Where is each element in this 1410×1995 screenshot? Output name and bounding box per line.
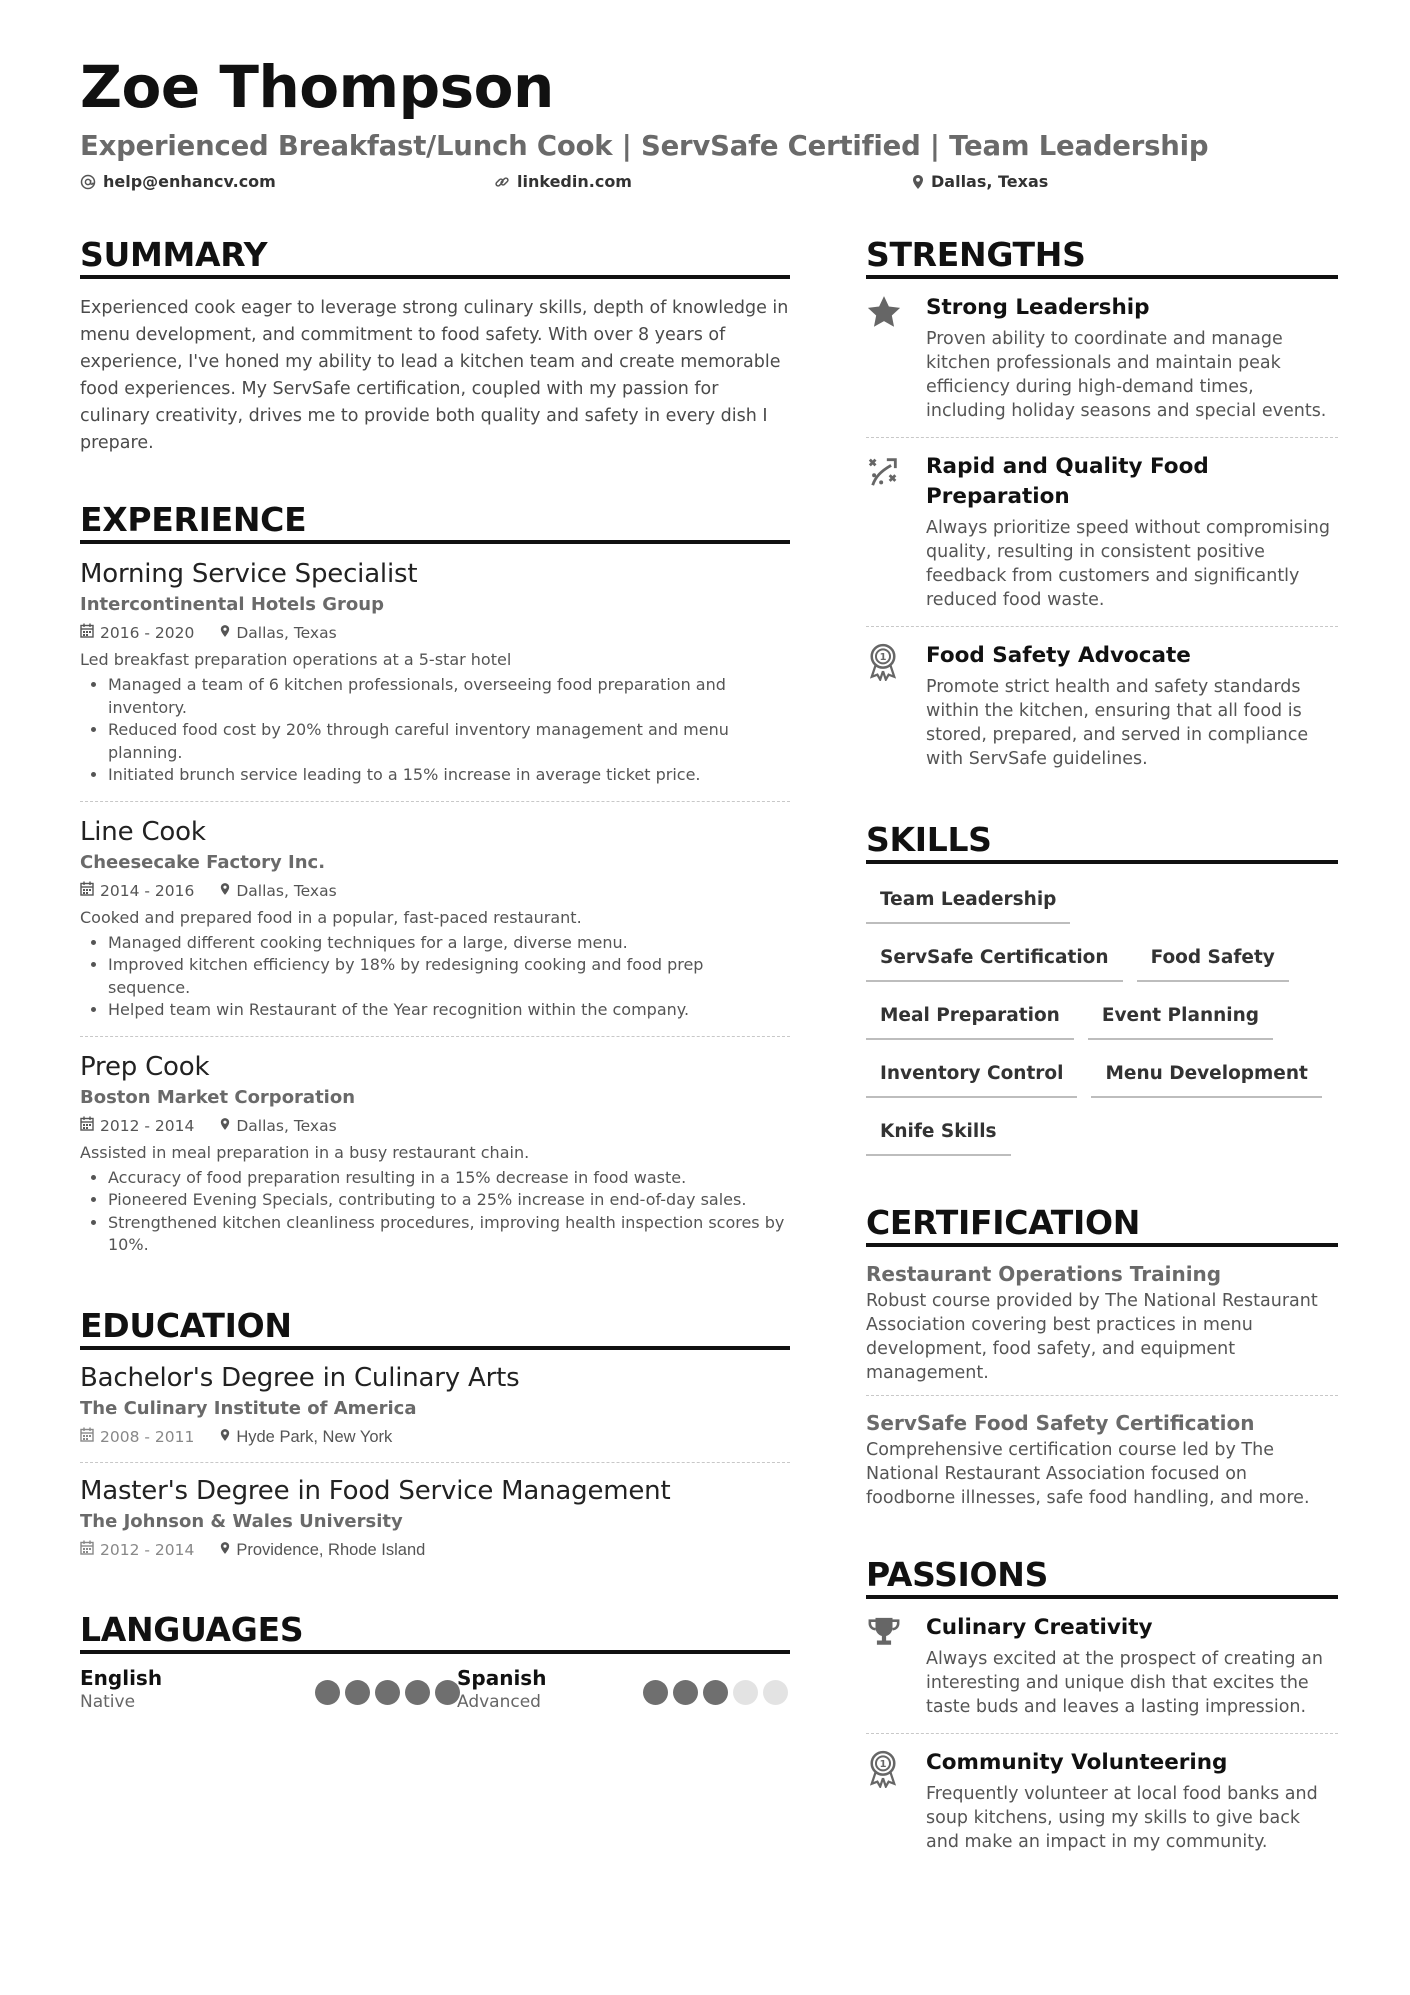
language-item xyxy=(457,1666,788,1714)
passion-title: Culinary Creativity xyxy=(926,1615,1153,1640)
passion-title: Community Volunteering xyxy=(926,1750,1228,1775)
calendar-icon xyxy=(80,1424,94,1450)
rating-dot-filled xyxy=(405,1680,430,1705)
job-location: Dallas, Texas xyxy=(236,624,337,642)
map-pin-icon xyxy=(220,620,230,646)
strengths-title: STRENGTHS xyxy=(866,238,1338,279)
trophy-icon xyxy=(866,1634,902,1653)
rating-dot-filled xyxy=(643,1680,668,1705)
education-item xyxy=(80,1463,790,1575)
summary-section xyxy=(80,235,790,457)
job-dates: 2012 - 2014 xyxy=(100,1116,195,1135)
education-item xyxy=(80,1350,790,1463)
company-name: Cheesecake Factory Inc. xyxy=(80,851,326,873)
certification-name: ServSafe Food Safety Certification xyxy=(866,1411,1255,1435)
bullet: • Managed a team of 6 kitchen professionals, overseeing food preparation and inventory. xyxy=(108,674,790,719)
bullet: • Strengthened kitchen cleanliness procedures, improving health inspection scores by 10%. xyxy=(108,1212,790,1257)
award-medal-icon xyxy=(866,652,900,685)
skill-tag: Team Leadership xyxy=(866,878,1070,924)
certification-item xyxy=(866,1247,1338,1396)
headline: Experienced Breakfast/Lunch Cook | ServSafe Certified | Team Leadership xyxy=(80,130,1209,162)
company-name: Boston Market Corporation xyxy=(80,1086,356,1108)
passions-title: PASSIONS xyxy=(866,1558,1338,1599)
summary-title: SUMMARY xyxy=(80,238,790,279)
skill-tag: Food Safety xyxy=(1137,936,1289,982)
map-pin-icon xyxy=(220,878,230,904)
languages-title: LANGUAGES xyxy=(80,1613,790,1654)
education-dates: 2008 - 2011 xyxy=(100,1427,195,1446)
bullet: • Reduced food cost by 20% through careful inventory management and menu planning. xyxy=(108,719,790,764)
rating-dot-filled xyxy=(345,1680,370,1705)
passion-item xyxy=(866,1599,1338,1734)
certification-title: CERTIFICATION xyxy=(866,1206,1338,1247)
school-name: The Culinary Institute of America xyxy=(80,1397,417,1419)
language-level: Advanced xyxy=(457,1691,541,1712)
language-name: English xyxy=(80,1665,163,1690)
calendar-icon xyxy=(80,1537,94,1563)
education-location: Providence, Rhode Island xyxy=(236,1540,426,1559)
map-pin-icon xyxy=(220,1424,230,1450)
strength-desc: Always prioritize speed without compromising quality, resulting in consistent positive feedback from customers and significantly reduced food waste. xyxy=(926,518,1330,610)
strength-title: Food Safety Advocate xyxy=(926,643,1191,668)
job-bullets xyxy=(80,932,790,1022)
passion-desc: Frequently volunteer at local food banks and soup kitchens, using my skills to give back and make an impact in my community. xyxy=(926,1784,1318,1852)
at-icon xyxy=(80,174,96,190)
experience-item xyxy=(80,802,790,1037)
left-column xyxy=(80,235,790,1714)
right-column xyxy=(866,235,1338,1868)
rating-dot-empty xyxy=(763,1680,788,1705)
certification-item xyxy=(866,1396,1338,1520)
rating-dot-filled xyxy=(375,1680,400,1705)
job-description: Assisted in meal preparation in a busy restaurant chain. xyxy=(80,1142,530,1162)
language-item xyxy=(80,1666,460,1714)
bullet: • Managed different cooking techniques for a large, diverse menu. xyxy=(108,932,790,955)
job-description: Led breakfast preparation operations at a 5-star hotel xyxy=(80,650,512,669)
bullet: • Improved kitchen efficiency by 18% by redesigning cooking and food prep sequence. xyxy=(108,954,790,999)
strength-desc: Promote strict health and safety standards within the kitchen, ensuring that all food is stored, prepared, and served in compliance with ServSafe guidelines. xyxy=(926,677,1309,769)
skills-section xyxy=(866,820,1338,1168)
calendar-icon xyxy=(80,1113,94,1139)
experience-title: EXPERIENCE xyxy=(80,503,790,544)
job-description: Cooked and prepared food in a popular, fast-paced restaurant. xyxy=(80,907,582,927)
job-title: Line Cook xyxy=(80,816,206,847)
job-bullets xyxy=(80,674,790,787)
strength-desc: Proven ability to coordinate and manage kitchen professionals and maintain peak efficiency during high-demand times, including holiday seasons and special events. xyxy=(926,329,1327,421)
bullet: • Initiated brunch service leading to a 15% increase in average ticket price. xyxy=(108,764,790,787)
skill-tag: Inventory Control xyxy=(866,1052,1077,1098)
strength-title: Strong Leadership xyxy=(926,295,1150,320)
language-rating xyxy=(643,1680,788,1705)
language-level: Native xyxy=(80,1691,136,1712)
skill-tag: Event Planning xyxy=(1088,994,1273,1040)
contact-location xyxy=(912,172,1048,191)
skill-tag: Meal Preparation xyxy=(866,994,1074,1040)
skill-tag: ServSafe Certification xyxy=(866,936,1123,982)
rating-dot-filled xyxy=(673,1680,698,1705)
contact-linkedin[interactable] xyxy=(494,172,632,191)
map-pin-icon xyxy=(912,174,924,190)
strength-title: Rapid and Quality Food Preparation xyxy=(926,454,1209,509)
star-icon xyxy=(866,314,902,333)
linkedin-text: linkedin.com xyxy=(517,172,632,191)
svg-text:1: 1 xyxy=(879,652,887,664)
company-name: Intercontinental Hotels Group xyxy=(80,594,384,615)
experience-item xyxy=(80,544,790,802)
link-icon xyxy=(494,174,510,190)
language-name: Spanish xyxy=(457,1665,547,1690)
award-medal-icon xyxy=(866,1759,900,1792)
rating-dot-filled xyxy=(315,1680,340,1705)
certification-section xyxy=(866,1203,1338,1520)
passions-section xyxy=(866,1555,1338,1868)
education-title: EDUCATION xyxy=(80,1309,790,1350)
degree-title: Bachelor's Degree in Culinary Arts xyxy=(80,1362,520,1393)
languages-section xyxy=(80,1609,790,1714)
language-rating xyxy=(315,1680,460,1705)
rating-dot-empty xyxy=(733,1680,758,1705)
skill-tag: Menu Development xyxy=(1091,1052,1321,1098)
experience-item xyxy=(80,1037,790,1271)
job-dates: 2016 - 2020 xyxy=(100,624,195,642)
bullet: • Helped team win Restaurant of the Year recognition within the company. xyxy=(108,999,790,1022)
bullet: • Pioneered Evening Specials, contributing to a 25% increase in end-of-day sales. xyxy=(108,1189,790,1212)
strength-item xyxy=(866,627,1338,785)
passion-desc: Always excited at the prospect of creating an interesting and unique dish that excites the taste buds and leaves a lasting impression. xyxy=(926,1649,1323,1717)
experience-section xyxy=(80,500,790,1271)
job-title: Morning Service Specialist xyxy=(80,559,418,589)
summary-text: Experienced cook eager to leverage strong culinary skills, depth of knowledge in menu development, and commitment to food safety. With over 8 years of experience, I've honed my ability to lead a kitchen team and create memorable food experiences. My ServSafe certification, coupled with my passion for culinary creativity, drives me to provide both quality and safety in every dish I prepare. xyxy=(80,298,789,453)
calendar-icon xyxy=(80,878,94,904)
strategy-icon xyxy=(866,473,902,492)
job-title: Prep Cook xyxy=(80,1051,210,1082)
candidate-name: Zoe Thompson xyxy=(80,53,554,121)
calendar-icon xyxy=(80,620,94,646)
svg-text:1: 1 xyxy=(879,1759,887,1771)
map-pin-icon xyxy=(220,1537,230,1563)
education-location: Hyde Park, New York xyxy=(236,1427,393,1446)
job-location: Dallas, Texas xyxy=(236,881,337,900)
contact-email[interactable] xyxy=(80,172,276,191)
job-location: Dallas, Texas xyxy=(236,1116,337,1135)
rating-dot-filled xyxy=(703,1680,728,1705)
email-text: help@enhancv.com xyxy=(103,172,276,191)
job-bullets xyxy=(80,1167,790,1257)
strengths-section xyxy=(866,235,1338,785)
strength-item xyxy=(866,438,1338,627)
school-name: The Johnson & Wales University xyxy=(80,1510,403,1532)
education-dates: 2012 - 2014 xyxy=(100,1540,195,1559)
degree-title: Master's Degree in Food Service Management xyxy=(80,1475,671,1506)
passion-item xyxy=(866,1734,1338,1868)
skill-tag: Knife Skills xyxy=(866,1110,1011,1156)
skills-title: SKILLS xyxy=(866,823,1338,864)
map-pin-icon xyxy=(220,1113,230,1139)
location-text: Dallas, Texas xyxy=(931,172,1049,191)
job-dates: 2014 - 2016 xyxy=(100,881,195,900)
education-section xyxy=(80,1305,790,1575)
strength-item xyxy=(866,279,1338,438)
bullet: • Accuracy of food preparation resulting in a 15% decrease in food waste. xyxy=(108,1167,790,1190)
certification-desc: Robust course provided by The National Restaurant Association covering best practices in menu development, food safety, and equipment management. xyxy=(866,1291,1318,1383)
certification-desc: Comprehensive certification course led by The National Restaurant Association focused on foodborne illnesses, safe food handling, and more. xyxy=(866,1440,1310,1508)
certification-name: Restaurant Operations Training xyxy=(866,1262,1222,1286)
